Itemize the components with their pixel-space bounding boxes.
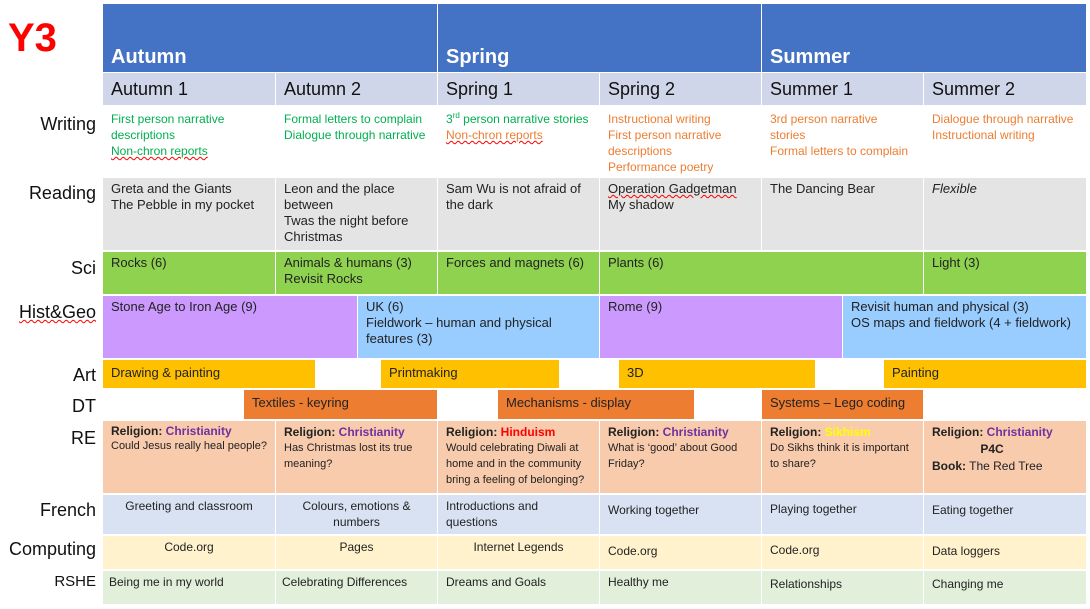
reading-autumn-2: Leon and the place between Twas the night before Christmas [276, 178, 437, 250]
row-label-reading: Reading [28, 183, 96, 203]
art-painting: Painting [884, 360, 1086, 388]
row-label-art: Art [72, 365, 96, 385]
re-summer-1: Religion: Sikhism Do Sikhs think it is important to share? [762, 421, 923, 493]
row-label-writing: Writing [40, 114, 96, 134]
row-label-histgeo: Hist&Geo [18, 302, 96, 322]
reading-spring-2: Operation Gadgetman My shadow [600, 178, 761, 250]
season-summer: Summer [762, 4, 1086, 72]
season-autumn: Autumn [103, 4, 437, 72]
computing-autumn-2: Pages [276, 536, 437, 569]
rshe-summer-2: Changing me [924, 571, 1086, 604]
season-spring: Spring [438, 4, 761, 72]
rshe-autumn-1: Being me in my world [103, 571, 275, 604]
year-title: Y3 [8, 16, 57, 60]
dt-mechanisms: Mechanisms - display [498, 390, 694, 419]
art-printmaking: Printmaking [381, 360, 559, 388]
writing-summer-2: Dialogue through narrative Instructional writing [932, 112, 1074, 142]
writing-autumn-1: First person narrative descriptions Non-chron reports [103, 108, 275, 176]
french-autumn-2: Colours, emotions & numbers [276, 495, 437, 534]
row-label-computing: Computing [8, 539, 96, 559]
reading-summer-1: The Dancing Bear [762, 178, 923, 250]
term-summer-2: Summer 2 [924, 73, 1086, 105]
sci-summer-2: Light (3) [924, 252, 1086, 294]
computing-spring-2: Code.org [600, 536, 761, 569]
art-3d: 3D [619, 360, 815, 388]
re-autumn-2: Religion: Christianity Has Christmas lost its true meaning? [276, 421, 437, 493]
rshe-autumn-2: Celebrating Differences [276, 571, 437, 604]
french-autumn-1: Greeting and classroom [103, 495, 275, 534]
writing-spring-1: 3rd person narrative stories Non-chron reports [446, 111, 589, 142]
rshe-spring-2: Healthy me [600, 571, 761, 604]
french-spring-1: Introductions and questions [438, 495, 599, 534]
writing-summer-1: 3rd person narrative stories Formal letters to complain [770, 112, 909, 158]
term-spring-1: Spring 1 [438, 73, 599, 105]
dt-systems: Systems – Lego coding [762, 390, 923, 419]
rshe-spring-1: Dreams and Goals [438, 571, 599, 604]
writing-autumn-2: Formal letters to complain Dialogue through narrative [284, 112, 426, 142]
dt-textiles: Textiles - keyring [244, 390, 437, 419]
reading-summer-2: Flexible [924, 178, 1086, 250]
row-label-rshe: RSHE [54, 573, 96, 590]
term-summer-1: Summer 1 [762, 73, 923, 105]
term-spring-2: Spring 2 [600, 73, 761, 105]
computing-autumn-1: Code.org [103, 536, 275, 569]
row-label-re: RE [70, 428, 96, 448]
french-summer-2: Eating together [924, 495, 1086, 534]
re-summer-2: Religion: Christianity P4C Book: The Red Tree [924, 421, 1086, 493]
re-spring-2: Religion: Christianity What is ‘good’ about Good Friday? [600, 421, 761, 493]
row-label-french: French [39, 500, 96, 520]
sci-autumn-2: Animals & humans (3) Revisit Rocks [276, 252, 437, 294]
writing-spring-2: Instructional writing First person narrative descriptions Performance poetry [608, 112, 722, 174]
french-spring-2: Working together [600, 495, 761, 534]
geo-uk: UK (6) Fieldwork – human and physical features (3) [358, 296, 599, 358]
rshe-summer-1: Relationships [762, 571, 923, 604]
term-autumn-1: Autumn 1 [103, 73, 275, 105]
row-label-dt: DT [72, 396, 96, 416]
term-autumn-2: Autumn 2 [276, 73, 437, 105]
hist-stone-age: Stone Age to Iron Age (9) [103, 296, 357, 358]
art-drawing-painting: Drawing & painting [103, 360, 315, 388]
row-label-sci: Sci [70, 258, 96, 278]
french-summer-1: Playing together [762, 495, 923, 534]
writing-nonchron: Non-chron reports [111, 144, 208, 158]
sci-spring-2-summer-1: Plants (6) [600, 252, 923, 294]
geo-revisit: Revisit human and physical (3) OS maps and fieldwork (4 + fieldwork) [843, 296, 1086, 358]
computing-summer-2: Data loggers [924, 536, 1086, 569]
re-spring-1: Religion: Hinduism Would celebrating Diwali at home and in the community bring a feeling of belonging? [438, 421, 599, 493]
computing-summer-1: Code.org [762, 536, 923, 569]
computing-spring-1: Internet Legends [438, 536, 599, 569]
re-autumn-1: Religion: Christianity Could Jesus really heal people? [103, 421, 275, 493]
hist-rome: Rome (9) [600, 296, 842, 358]
reading-autumn-1: Greta and the Giants The Pebble in my pocket [103, 178, 275, 250]
sci-autumn-1: Rocks (6) [103, 252, 275, 294]
sci-spring-1: Forces and magnets (6) [438, 252, 599, 294]
reading-spring-1: Sam Wu is not afraid of the dark [438, 178, 599, 250]
